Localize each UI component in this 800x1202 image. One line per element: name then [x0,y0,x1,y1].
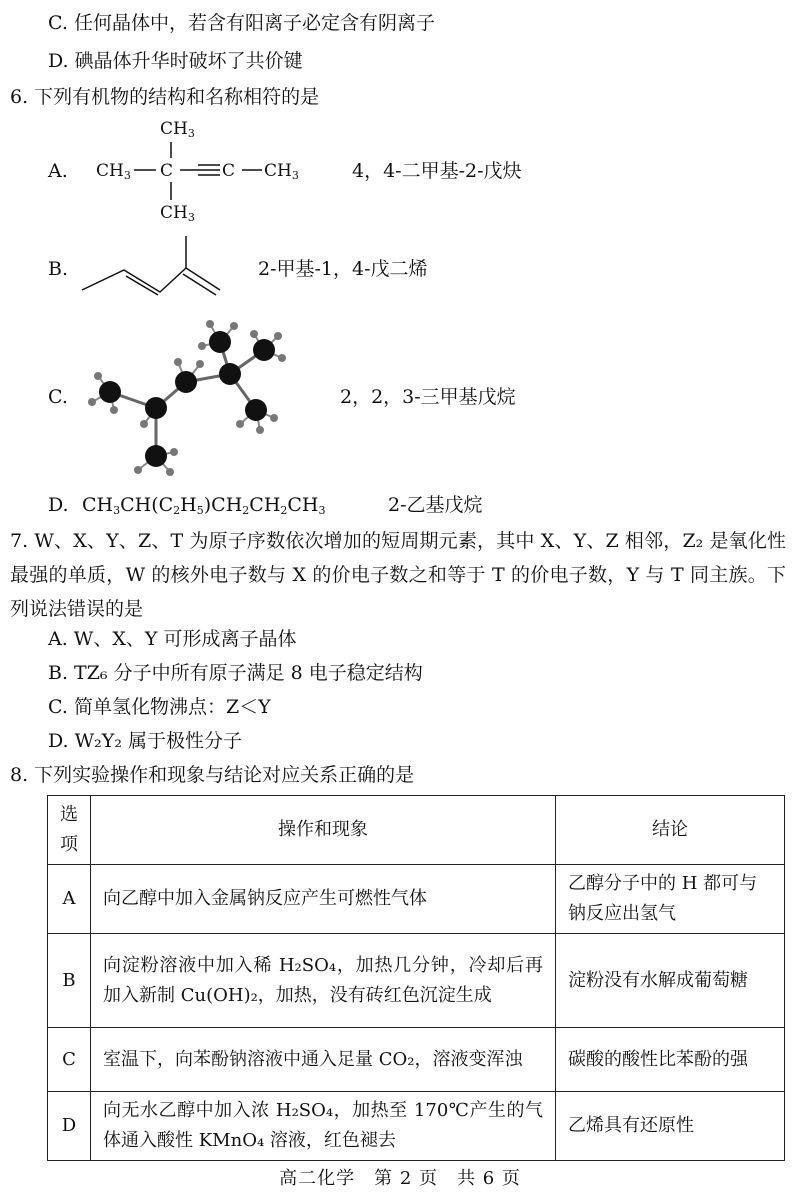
svg-text:CH3: CH3 [96,161,131,182]
q6-option-a-label: A. [48,160,68,182]
q7-option-a: A. W、X、Y 可形成离子晶体 [48,628,297,650]
q6-option-d-name: 2-乙基戊烷 [388,494,483,516]
header-conclusion: 结论 [556,796,785,865]
q7-option-b: B. TZ₆ 分子中所有原子满足 8 电子稳定结构 [48,662,423,684]
option-c-prev: C. 任何晶体中，若含有阳离子必定含有阴离子 [48,12,435,34]
q6-option-a-structure [94,112,324,230]
header-option: 选项 [48,796,91,865]
row-operation: 向无水乙醇中加入浓 H₂SO₄，加热至 170℃产生的气体通入酸性 KMnO₄ 溶液，红色褪去 [91,1092,556,1161]
q7-option-d: D. W₂Y₂ 属于极性分子 [48,730,242,752]
svg-text:C: C [160,161,174,181]
q8-table [47,795,785,1161]
table-row [48,934,785,1028]
q6-option-c-ball-stick-model [78,310,308,480]
table-row [48,1028,785,1092]
table-header-row [48,796,785,865]
question-7-stem: 7. W、X、Y、Z、T 为原子序数依次增加的短周期元素，其中 X、Y、Z 相邻，Z₂ 是氧化性最强的单质，W 的核外电子数与 X 的价电子数之和等于 T 的价电子数，Y 与 T 同主族。下列说法错误的是 [10,530,786,620]
row-option: B [48,934,91,1028]
q6-option-b-label: B. [48,258,69,280]
row-option: A [48,865,91,934]
svg-text:C: C [222,161,236,181]
row-operation: 向淀粉溶液中加入稀 H₂SO₄，加热几分钟，冷却后再加入新制 Cu(OH)₂，加热，没有砖红色沉淀生成 [91,934,556,1028]
option-d-prev: D. 碘晶体升华时破坏了共价键 [48,50,303,72]
q6-option-b-name: 2-甲基-1，4-戊二烯 [258,258,428,280]
row-option: D [48,1092,91,1161]
table-row [48,865,785,934]
page-footer: 高二化学 第 2 页 共 6 页 [279,1168,521,1189]
q6-option-b-structure [80,232,230,300]
row-conclusion: 淀粉没有水解成葡萄糖 [556,934,785,1028]
svg-text:CH3: CH3 [264,161,299,182]
svg-text:CH3: CH3 [160,203,195,224]
q6-option-a-name: 4，4-二甲基-2-戊炔 [352,160,522,182]
q6-option-c-name: 2，2，3-三甲基戊烷 [340,386,516,408]
question-8-stem: 8. 下列实验操作和现象与结论对应关系正确的是 [10,764,415,786]
row-conclusion: 乙烯具有还原性 [556,1092,785,1161]
row-conclusion: 乙醇分子中的 H 都可与钠反应出氢气 [556,865,785,934]
row-operation: 向乙醇中加入金属钠反应产生可燃性气体 [91,865,556,934]
row-operation: 室温下，向苯酚钠溶液中通入足量 CO₂，溶液变浑浊 [91,1028,556,1092]
header-operation: 操作和现象 [91,796,556,865]
svg-text:CH3: CH3 [160,119,195,140]
question-6-stem: 6. 下列有机物的结构和名称相符的是 [10,86,320,108]
table-row [48,1092,785,1161]
q7-option-c: C. 简单氢化物沸点：Z＜Y [48,696,271,718]
row-conclusion: 碳酸的酸性比苯酚的强 [556,1028,785,1092]
q6-option-d-label: D. [48,494,69,516]
q6-option-d-formula: $CH_3CH(C_2H_5)CH_2CH_2CH_3$ [82,494,326,517]
q6-option-c-label: C. [48,386,68,408]
row-option: C [48,1028,91,1092]
